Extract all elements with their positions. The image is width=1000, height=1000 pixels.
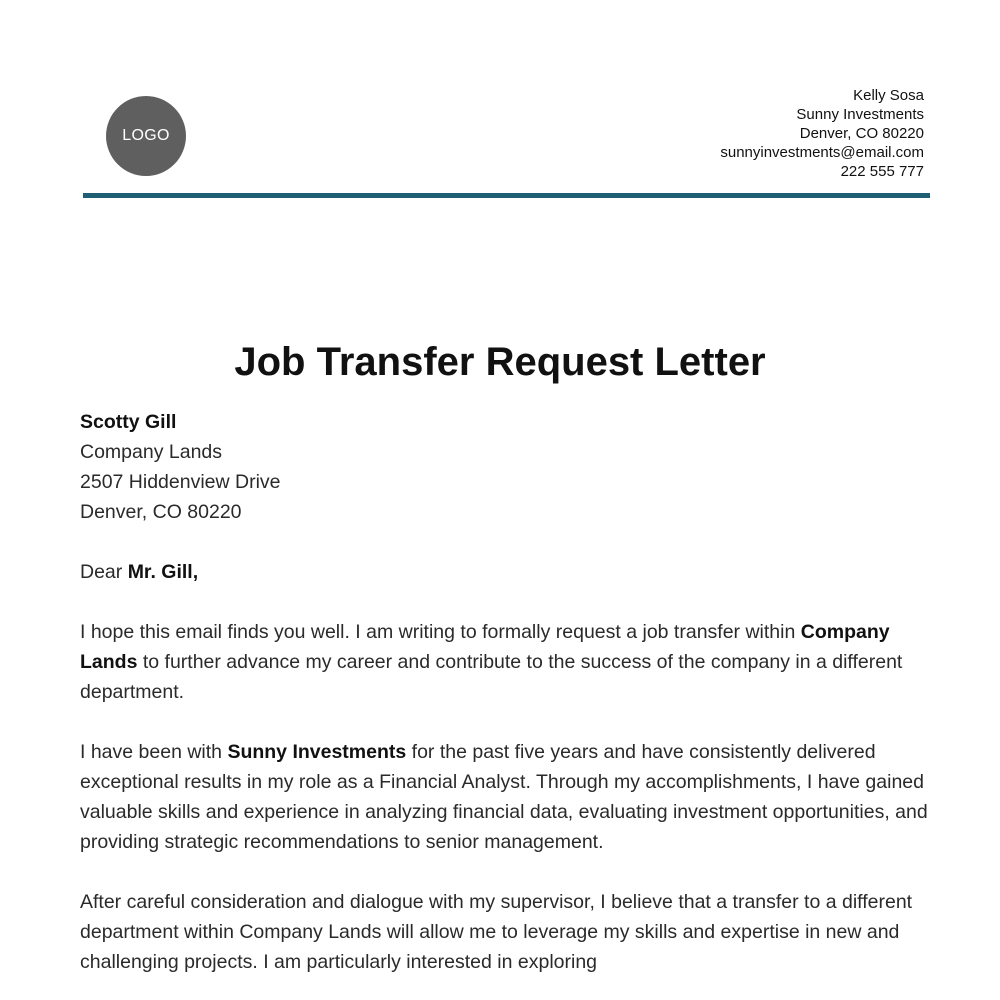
paragraph-2-text-b: for the past five years and have consistently delivered exceptional results in my role as a Financial Analyst. Through my accomplishments, I have gained valuable skills and experience in analyzing financial data, evaluating investment opportunities, and providing strategic recommendations to senior management. — [80, 741, 928, 853]
paragraph-1-company: Company Lands — [80, 621, 890, 673]
sender-phone: 222 555 777 — [840, 163, 924, 180]
sender-block — [720, 86, 924, 181]
paragraph-2-text-a: I have been with — [80, 741, 228, 763]
recipient-city: Denver, CO 80220 — [80, 501, 242, 523]
recipient-name: Scotty Gill — [80, 411, 177, 433]
recipient-block — [80, 407, 930, 527]
sender-company: Sunny Investments — [796, 106, 924, 123]
header-divider — [83, 193, 930, 198]
logo-placeholder — [106, 96, 186, 176]
recipient-company: Company Lands — [80, 441, 223, 463]
logo-label: LOGO — [122, 127, 170, 144]
sender-city: Denver, CO 80220 — [799, 125, 924, 142]
sender-name: Kelly Sosa — [853, 87, 924, 104]
paragraph-1 — [80, 617, 930, 707]
salutation-name: Mr. Gill, — [127, 561, 199, 583]
recipient-street: 2507 Hiddenview Drive — [80, 471, 281, 493]
sender-email: sunnyinvestments@email.com — [720, 144, 924, 161]
paragraph-2 — [80, 737, 930, 857]
paragraph-2-company: Sunny Investments — [227, 741, 407, 763]
letter-title: Job Transfer Request Letter — [234, 340, 766, 384]
paragraph-3: After careful consideration and dialogue with my supervisor, I believe that a transfer to a different department within Company Lands will allow me to leverage my skills and expertise in new and challenging projects. I am particularly interested in exploring — [80, 891, 913, 973]
paragraph-1-text-a: I hope this email finds you well. I am writing to formally request a job transfer within — [80, 621, 801, 643]
salutation — [80, 557, 930, 587]
salutation-prefix: Dear — [80, 561, 128, 583]
letter-body — [80, 407, 930, 1000]
paragraph-1-text-b: to further advance my career and contribute to the success of the company in a different department. — [80, 651, 903, 703]
